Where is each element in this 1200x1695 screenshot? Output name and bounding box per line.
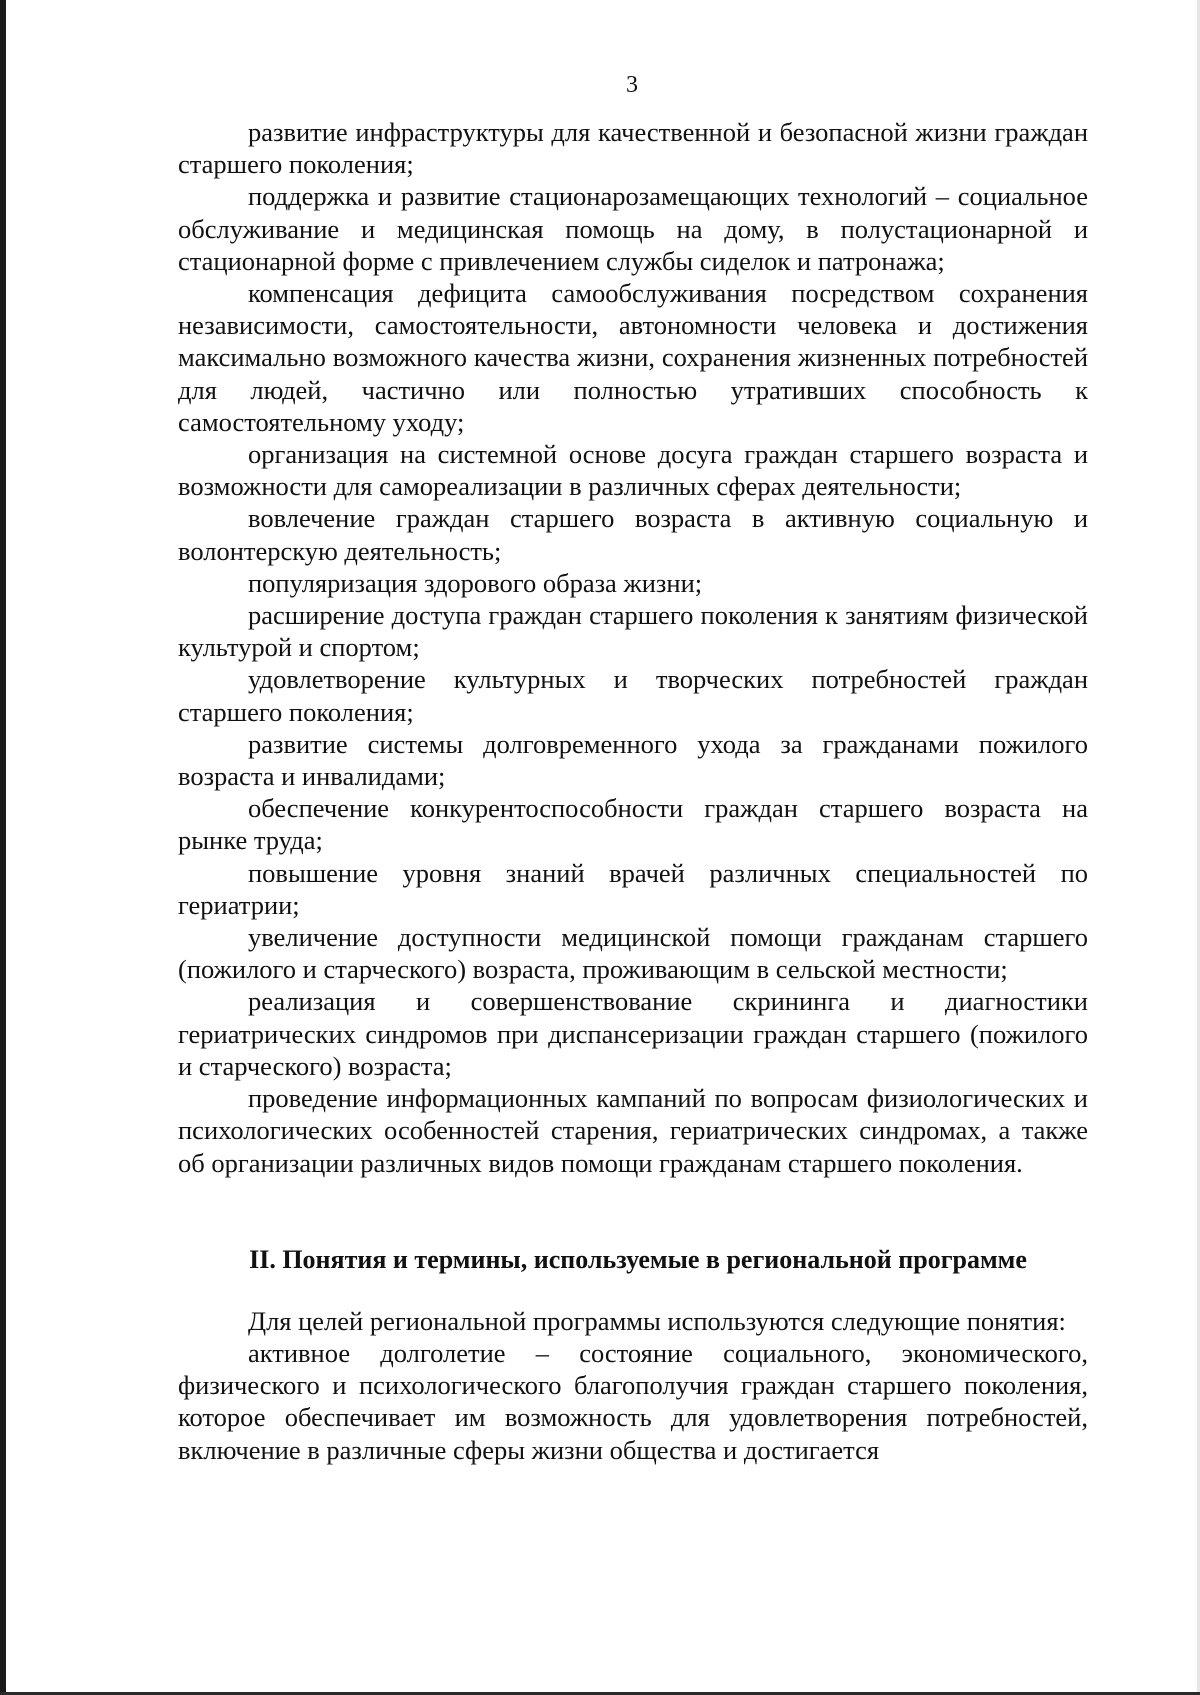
list-item: удовлетворение культурных и творческих потребностей граждан старшего поколения; <box>178 664 1088 727</box>
list-item: расширение доступа граждан старшего поколения к занятиям физической культурой и спортом; <box>178 600 1088 663</box>
document-body <box>178 116 1088 1466</box>
list-item: обеспечение конкурентоспособности граждан старшего возраста на рынке труда; <box>178 793 1088 856</box>
list-item: компенсация дефицита самообслуживания посредством сохранения независимости, самостоятельности, автономности человека и достижения максимально возможного качества жизни, сохранения жизненных потребностей для людей, частично или полностью утративших способность к самостоятельному уходу; <box>178 278 1088 437</box>
list-item: развитие инфраструктуры для качественной и безопасной жизни граждан старшего поколения; <box>178 117 1088 180</box>
list-item: увеличение доступности медицинской помощи гражданам старшего (пожилого и старческого) возраста, проживающим в сельской местности; <box>178 922 1088 985</box>
list-item: реализация и совершенствование скрининга и диагностики гериатрических синдромов при диспансеризации граждан старшего (пожилого и старческого) возраста; <box>178 986 1088 1081</box>
list-item: проведение информационных кампаний по вопросам физиологических и психологических особенностей старения, гериатрических синдромах, а также об организации различных видов помощи гражданам старшего поколения. <box>178 1083 1088 1178</box>
scan-border-left <box>0 0 6 1695</box>
list-item: повышение уровня знаний врачей различных специальностей по гериатрии; <box>178 857 1088 920</box>
section-heading: II. Понятия и термины, используемые в региональной программе <box>249 1244 1027 1274</box>
section-intro: Для целей региональной программы используются следующие понятия: <box>248 1305 1066 1336</box>
page-number: 3 <box>626 72 638 98</box>
definition-paragraph: активное долголетие – состояние социального, экономического, физического и психологического благополучия граждан старшего поколения, которое обеспечивает им возможность для удовлетворения потребностей, включение в различные сферы жизни общества и достигается <box>178 1337 1088 1465</box>
list-item: развитие системы долговременного ухода за гражданами пожилого возраста и инвалидами; <box>178 728 1088 792</box>
list-item: вовлечение граждан старшего возраста в активную социальную и волонтерскую деятельность; <box>178 503 1088 566</box>
list-item: организация на системной основе досуга граждан старшего возраста и возможности для самореализации в различных сферах деятельности; <box>178 439 1088 502</box>
list-item: поддержка и развитие стационарозамещающих технологий – социальное обслуживание и медицинская помощь на дому, в полустационарной и стационарной форме с привлечением службы сиделок и патронажа; <box>178 181 1088 276</box>
list-item: популяризация здорового образа жизни; <box>248 567 703 598</box>
